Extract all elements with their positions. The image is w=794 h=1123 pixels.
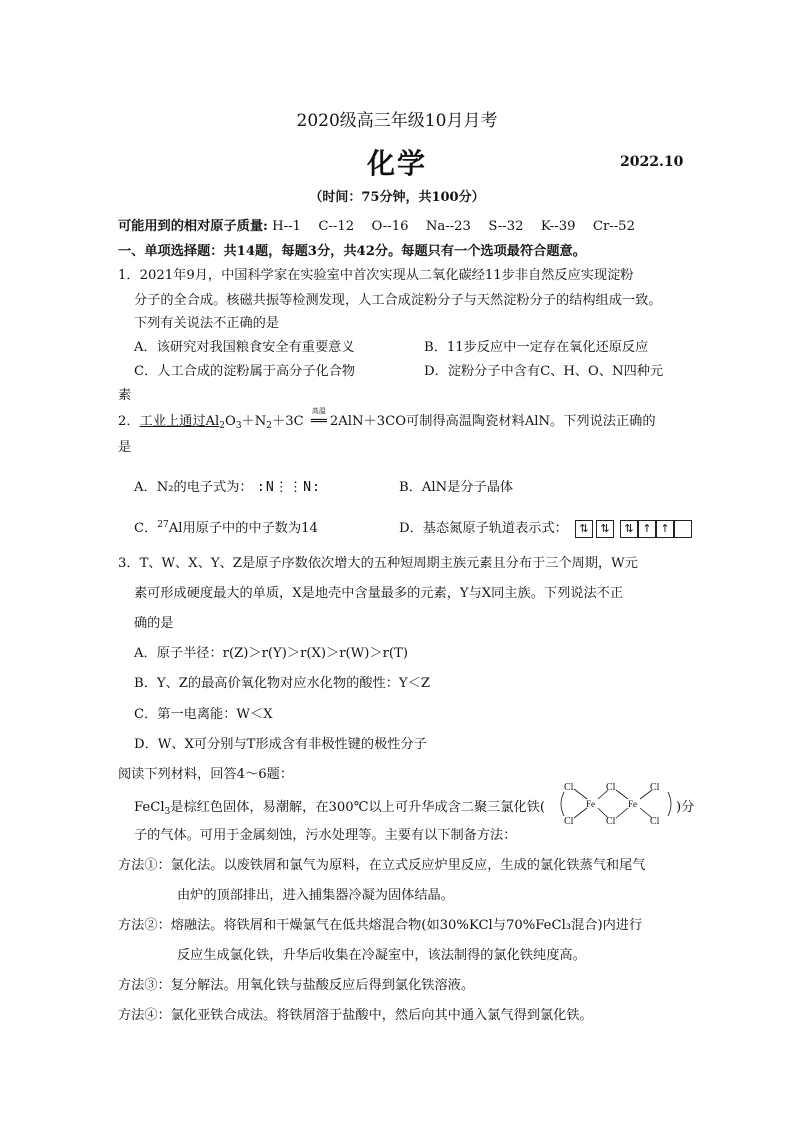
dimer-cl-4: Cl: [564, 816, 574, 827]
section1-heading: 一、单项选择题：共14题，每题3分，共42分。每题只有一个选项最符合题意。: [118, 244, 586, 259]
q1-line2: 分子的全合成。核磁共振等检测发现，人工合成淀粉分子与天然淀粉分子的结构组成一致。: [134, 293, 662, 308]
q3-option-b: B．Y、Z的最高价氧化物对应水化物的酸性：Y＜Z: [134, 676, 430, 691]
q2-num: 2．: [118, 414, 140, 429]
q2-stem-c: ＋N: [241, 414, 267, 429]
q2-option-d-text: D．基态氮原子轨道表示式：: [399, 521, 568, 536]
fe2cl6-dimer-structure: [560, 778, 680, 828]
method4-line1: [118, 1004, 593, 1023]
q1-option-a: A．该研究对我国粮食安全有重要意义: [134, 340, 355, 355]
q2-option-a: [134, 476, 321, 495]
subject-title: 化学: [366, 147, 427, 180]
method2-label: 方法②：: [118, 918, 171, 933]
dimer-cl-3: Cl: [650, 782, 660, 793]
method1-line2: 由炉的顶部排出，进入捕集器冷凝为固体结晶。: [177, 888, 454, 903]
orbital-box-empty: [674, 520, 692, 538]
q1-line1: 1．2021年9月，中国科学家在实验室中首次实现从二氧化碳经11步非自然反应实现淀粉: [118, 268, 634, 283]
dimer-fe-2: Fe: [628, 799, 637, 809]
q2-sub-3: 3: [235, 421, 242, 431]
q2-option-d: [399, 517, 692, 538]
q3-line2: 素可形成硬度最大的单质，X是地壳中含量最多的元素，Y与X同主族。下列说法不正: [134, 586, 624, 601]
q3-line3: 确的是: [134, 616, 174, 631]
time-info: （时间：75分钟，共100分）: [309, 190, 485, 205]
atomic-masses: [118, 215, 635, 234]
method3-label: 方法③：: [118, 978, 171, 993]
n2-electron-formula: :N⋮⋮N:: [256, 480, 322, 495]
q1-line3: 下列有关说法不正确的是: [134, 316, 280, 331]
method1-text: 氯化法。以废铁屑和氯气为原料，在立式反应炉里反应，生成的氯化铁蒸气和尾气: [170, 858, 646, 873]
q2-stem-e: 2AlN＋3CO可制得高温陶瓷材料AlN。下列说法正确的: [329, 414, 656, 429]
reading-p1-line1: [134, 796, 545, 817]
orbital-box-2p-1: ⇅: [620, 520, 638, 538]
q2-option-c: [134, 517, 318, 536]
q2-stem-b: O: [225, 414, 236, 429]
reading-p1-closing: )分: [676, 800, 695, 815]
q2-option-a-text: A．N₂的电子式为：: [134, 480, 253, 495]
q2-sub-2b: 2: [266, 421, 273, 431]
exam-title: 2020级高三年级10月月考: [296, 111, 498, 131]
dimer-cl-5: Cl: [606, 816, 616, 827]
q1-option-c: C．人工合成的淀粉属于高分子化合物: [134, 364, 356, 379]
method1-line1: [118, 854, 646, 873]
dimer-cl-6: Cl: [650, 816, 660, 827]
q2-mass-number: 27: [157, 520, 169, 530]
exam-date: 2022.10: [620, 154, 684, 170]
dimer-cl-1: Cl: [564, 782, 574, 793]
reading-p1-text: 是棕红色固体，易潮解，在300℃以上可升华成含二聚三氯化铁(: [170, 800, 546, 815]
reaction-arrow: [308, 407, 330, 429]
q3-option-a: A．原子半径：r(Z)＞r(Y)＞r(X)＞r(W)＞r(T): [134, 646, 408, 661]
equals-sign-icon: ══: [310, 414, 327, 429]
method3-text: 复分解法。用氧化铁与盐酸反应后得到氯化铁溶液。: [170, 978, 475, 993]
q2-option-c-prefix: C．: [134, 521, 158, 536]
dimer-fe-1: Fe: [586, 799, 595, 809]
q1-option-d-wrap: 素: [118, 388, 132, 403]
method1-label: 方法①：: [118, 858, 171, 873]
method2-text: 熔融法。将铁屑和干燥氯气在低共熔混合物(如30%KCl与70%FeCl₃混合)内进行: [170, 918, 643, 933]
q3-line1: 3．T、W、X、Y、Z是原子序数依次增大的五种短周期主族元素且分布于三个周期，W元: [118, 556, 638, 571]
method2-line1: [118, 914, 642, 933]
atomic-masses-label: 可能用到的相对原子质量:: [118, 219, 268, 234]
q3-option-d: D．W、X可分别与T形成含有非极性键的极性分子: [134, 737, 427, 752]
reading-p1-line2: 子的气体。可用于金属刻蚀，污水处理等。主要有以下制备方法：: [134, 828, 517, 843]
orbital-box-1s: ⇅: [575, 520, 593, 538]
q2-option-b: B．AlN是分子晶体: [399, 480, 514, 495]
q1-option-b: B．11步反应中一定存在氧化还原反应: [424, 340, 649, 355]
reaction-condition: 高温: [311, 407, 326, 415]
atomic-masses-values: H--1 C--12 O--16 Na--23 S--32 K--39 Cr--52: [272, 219, 635, 234]
q1-option-d: D．淀粉分子中含有C、H、O、N四种元: [424, 364, 664, 379]
orbital-box-2p-3: ↑: [656, 520, 674, 538]
orbital-box-2s: ⇅: [596, 520, 614, 538]
q3-option-c: C．第一电离能：W＜X: [134, 707, 273, 722]
q2-sub-2: 2: [219, 421, 225, 431]
q2-stem-d: ＋3C: [272, 414, 308, 429]
method4-text: 氯化亚铁合成法。将铁屑溶于盐酸中，然后向其中通入氯气得到氯化铁。: [170, 1008, 593, 1023]
method3-line1: [118, 974, 474, 993]
method2-line2: 反应生成氯化铁，升华后收集在冷凝室中，该法制得的氯化铁纯度高。: [177, 948, 586, 963]
q2-stem: [118, 407, 656, 431]
orbital-box-2p-2: ↑: [638, 520, 656, 538]
method4-label: 方法④：: [118, 1008, 171, 1023]
dimer-cl-2: Cl: [606, 782, 616, 793]
q2-stem-a: 工业上通过Al: [139, 414, 220, 429]
reading-intro: 阅读下列材料，回答4～6题：: [118, 767, 294, 782]
q2-stem-wrap: 是: [118, 440, 132, 455]
fecl3-subscript: 3: [164, 807, 171, 817]
fecl3-text: FeCl: [134, 800, 165, 815]
q2-option-c-text: Al用原子中的中子数为14: [168, 521, 318, 536]
